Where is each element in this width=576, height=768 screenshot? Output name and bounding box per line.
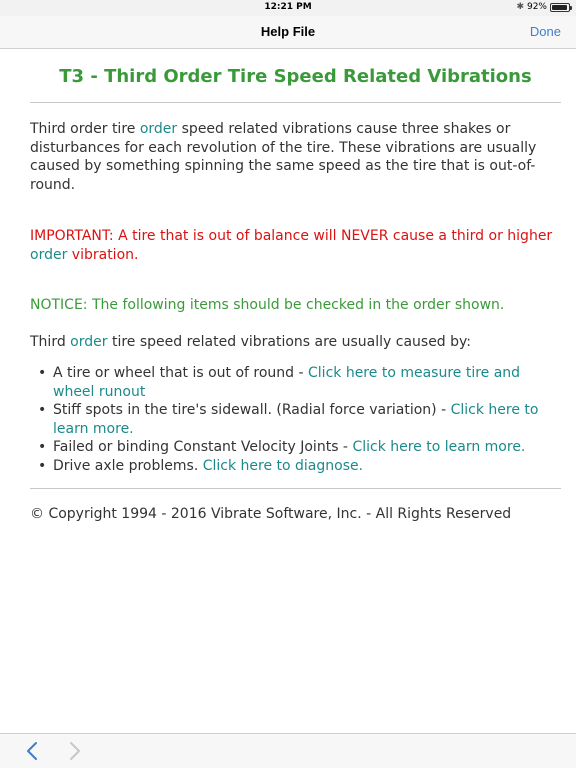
footer-divider: [30, 488, 561, 489]
intro-order-term: order: [139, 121, 178, 137]
list-item: [30, 401, 561, 438]
list-item: [30, 364, 561, 401]
list-item: [30, 438, 561, 457]
cause-text: Failed or binding Constant Velocity Joints -: [53, 439, 353, 455]
cause-text: Stiff spots in the tire's sidewall. (Radial force variation) -: [53, 402, 451, 418]
intro-paragraph: [30, 120, 561, 194]
caused-by-paragraph: [30, 333, 561, 352]
title-divider: [30, 102, 561, 103]
list-item: [30, 457, 561, 476]
causes-list: [30, 364, 561, 475]
important-text-end: vibration.: [67, 246, 139, 263]
nav-bar: [0, 16, 576, 49]
bluetooth-icon: ✱: [516, 2, 524, 12]
nav-title: Help File: [260, 24, 316, 39]
notice-paragraph: NOTICE: The following items should be checked in the order shown.: [30, 297, 505, 313]
battery-fill-icon: [552, 5, 567, 10]
battery-percent: 92%: [526, 2, 547, 12]
intro-text-end: speed related vibrations cause three shakes or disturbances for each revolution of the tire. These vibrations are usually caused by something spinning the same speed as the tire that is out-of-round.: [30, 121, 537, 193]
forward-chevron-icon[interactable]: [68, 741, 82, 761]
bottom-toolbar: [0, 733, 576, 768]
status-time: 12:21 PM: [264, 2, 312, 12]
page-title: T3 - Third Order Tire Speed Related Vibrations: [59, 66, 532, 87]
cause-text: A tire or wheel that is out of round -: [53, 365, 309, 381]
battery-icon: [550, 3, 570, 12]
help-content: [30, 49, 561, 524]
important-order-term: order: [30, 246, 68, 263]
radial-force-learn-more-link[interactable]: Click here to learn more.: [53, 402, 539, 437]
status-right: [516, 2, 570, 12]
cv-joints-learn-more-link[interactable]: Click here to learn more.: [352, 439, 526, 455]
important-text-start: IMPORTANT: A tire that is out of balance will NEVER cause a third or higher: [30, 228, 553, 244]
drive-axle-diagnose-link[interactable]: Click here to diagnose.: [202, 457, 364, 474]
caused-by-text-end: tire speed related vibrations are usually caused by:: [107, 333, 472, 350]
important-paragraph: [30, 227, 561, 264]
caused-by-order-term: order: [70, 333, 108, 350]
intro-text-start: Third order tire: [30, 121, 140, 137]
done-button[interactable]: Done: [529, 24, 561, 39]
measure-runout-link[interactable]: Click here to measure tire and wheel runout: [53, 365, 521, 400]
cause-text: Drive axle problems.: [53, 457, 203, 474]
copyright-text: © Copyright 1994 - 2016 Vibrate Software, Inc. - All Rights Reserved: [30, 506, 512, 522]
caused-by-text-start: Third: [30, 333, 71, 350]
status-bar: [0, 0, 576, 16]
back-chevron-icon[interactable]: [25, 741, 39, 761]
